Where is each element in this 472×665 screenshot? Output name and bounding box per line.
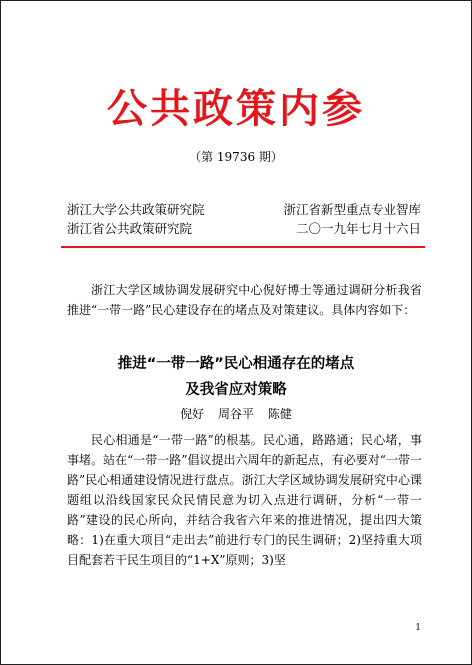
document-title: 公共政策内参 [107,86,365,132]
publisher-line-2: 浙江省公共政策研究院 [67,221,193,236]
issue-number: （第 19736 期） [189,150,283,164]
author-name: 陈健 [267,407,292,421]
intro-paragraph: 浙江大学区域协调发展研究中心倪好博士等通过调研分析我省推进“一带一路”民心建设存在的堵点及对策建议。具体内容如下： [67,283,422,317]
author-list [1,405,471,423]
publisher-line-1: 浙江大学公共政策研究院 [67,202,205,217]
page-number: 1 [415,623,421,633]
article-heading-line-2: 及我省应对策略 [185,382,287,398]
publish-date: 二〇一九年七月十六日 [295,221,421,236]
author-name: 倪好 [180,407,205,421]
header-divider [61,246,425,248]
body-paragraph: 民心相通是“一带一路”的根基。民心通，路路通；民心堵，事事堵。站在“一带一路”倡议提出六周年的新起点，有必要对“一带一路”民心相通建设情况进行盘点。浙江大学区域协调发展研究中心课题组以沿线国家民众民情民意为切入点进行调研，分析“一带一路”建设的民心所向，并结合我省六年来的推进情况，提出四大策略：1)在重大项目“走出去”前进行专门的民生调研；2)坚持重大项目配套若干民生项目的“1+X”原则；3)坚 [67,433,422,567]
author-name: 周谷平 [217,407,254,421]
article-heading-line-1: 推进“一带一路”民心相通存在的堵点 [117,356,355,372]
think-tank-label: 浙江省新型重点专业智库 [283,202,421,217]
